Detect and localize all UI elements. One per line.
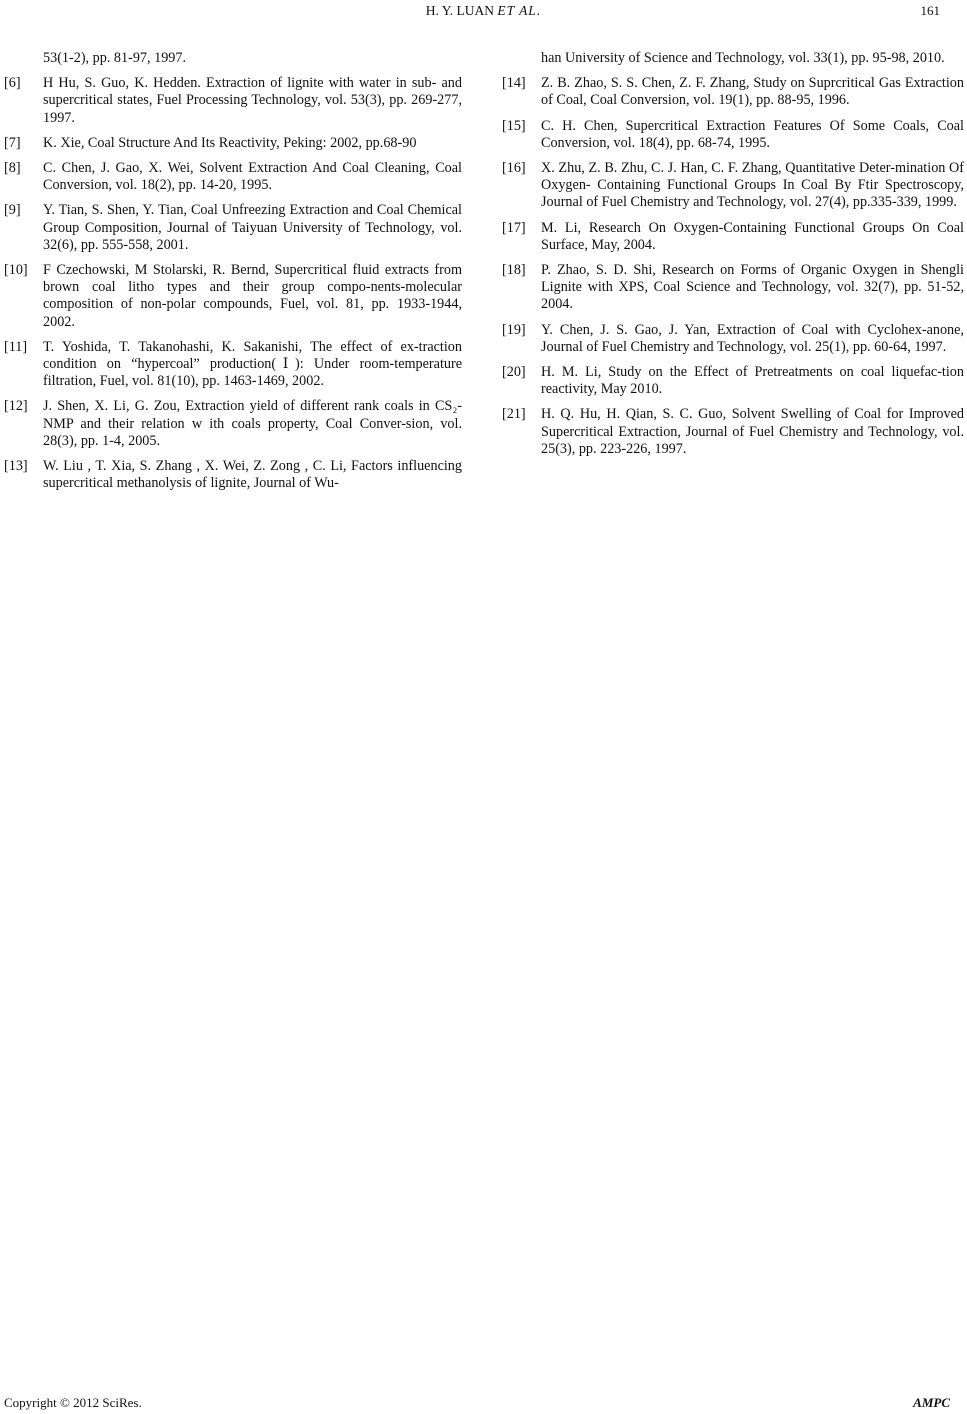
reference-number: [7] bbox=[4, 134, 21, 151]
reference-item bbox=[4, 262, 462, 331]
page-number: 161 bbox=[920, 3, 940, 18]
reference-number: [6] bbox=[4, 75, 21, 92]
reference-number: [16] bbox=[502, 160, 526, 177]
reference-text: F Czechowski, M Stolarski, R. Bernd, Supercritical fluid extracts from brown coal litho types and their group compo-nents-molecular composition of non-polar compounds, Fuel, vol. 81, pp. 1933-1944, 2002. bbox=[43, 262, 462, 330]
reference-item bbox=[4, 75, 462, 127]
reference-number: [15] bbox=[502, 117, 526, 134]
reference-item bbox=[4, 160, 462, 194]
reference-list-left-column bbox=[4, 50, 462, 500]
running-head bbox=[0, 0, 967, 22]
reference-item bbox=[502, 75, 964, 109]
reference-item bbox=[502, 262, 964, 314]
reference-number: [20] bbox=[502, 364, 526, 381]
reference-text: 53(1-2), pp. 81-97, 1997. bbox=[43, 50, 187, 66]
reference-text: W. Liu , T. Xia, S. Zhang , X. Wei, Z. Zong , C. Li, Factors influencing supercritical methanolysis of lignite, Journal of Wu- bbox=[43, 458, 462, 492]
page-footer bbox=[0, 1392, 967, 1414]
reference-text: X. Zhu, Z. B. Zhu, C. J. Han, C. F. Zhang, Quantitative Deter-mination Of Oxygen- Containing Functional Groups In Coal By Ftir Spectroscopy, Journal of Fuel Chemistry and Technology, vol. 27(4), pp.335-339, 1999. bbox=[541, 160, 964, 211]
reference-item bbox=[502, 322, 964, 356]
reference-text: J. Shen, X. Li, G. Zou, Extraction yield of different rank coals in CS₂-NMP and their relation w ith coals property, Coal Conver-sion, vol. 28(3), pp. 1-4, 2005. bbox=[43, 398, 462, 449]
reference-item bbox=[502, 118, 964, 152]
reference-number: [21] bbox=[502, 406, 526, 423]
running-head-et-al: ET AL. bbox=[497, 3, 542, 18]
reference-item bbox=[502, 160, 964, 212]
reference-text: C. H. Chen, Supercritical Extraction Features Of Some Coals, Coal Conversion, vol. 18(4), pp. 68-74, 1995. bbox=[541, 117, 964, 151]
reference-text: H. Q. Hu, H. Qian, S. C. Guo, Solvent Swelling of Coal for Improved Supercritical Extraction, Journal of Fuel Chemistry and Technology, vol. 25(3), pp. 223-226, 1997. bbox=[541, 406, 964, 457]
reference-item bbox=[4, 339, 462, 391]
reference-number: [13] bbox=[4, 458, 28, 475]
reference-number: [17] bbox=[502, 219, 526, 236]
reference-item bbox=[4, 202, 462, 254]
reference-item bbox=[4, 135, 462, 152]
reference-item bbox=[4, 398, 462, 450]
reference-text: T. Yoshida, T. Takanohashi, K. Sakanishi, The effect of ex-traction condition on “hypercoal” production(Ⅰ): Under room-temperature filtration, Fuel, vol. 81(10), pp. 1463-1469, 2002. bbox=[43, 338, 462, 390]
reference-number: [14] bbox=[502, 75, 526, 92]
reference-item bbox=[502, 50, 964, 67]
reference-item bbox=[4, 50, 462, 67]
reference-number: [11] bbox=[4, 338, 28, 355]
reference-item bbox=[4, 458, 462, 492]
reference-text: Y. Chen, J. S. Gao, J. Yan, Extraction of Coal with Cyclohex-anone, Journal of Fuel Chemistry and Technology, vol. 25(1), pp. 60-64, 1997. bbox=[541, 321, 964, 355]
journal-abbreviation: AMPC bbox=[913, 1395, 950, 1410]
reference-number: [10] bbox=[4, 262, 28, 279]
copyright-notice: Copyright © 2012 SciRes. bbox=[4, 1395, 142, 1410]
reference-number: [12] bbox=[4, 398, 28, 415]
reference-number: [18] bbox=[502, 262, 526, 279]
reference-text: P. Zhao, S. D. Shi, Research on Forms of Organic Oxygen in Shengli Lignite with XPS, Coal Science and Technology, vol. 32(7), pp. 51-52, 2004. bbox=[541, 262, 964, 313]
reference-list-right-column bbox=[502, 50, 964, 466]
reference-text: K. Xie, Coal Structure And Its Reactivity, Peking: 2002, pp.68-90 bbox=[43, 134, 417, 151]
reference-text: H Hu, S. Guo, K. Hedden. Extraction of lignite with water in sub- and supercritical states, Fuel Processing Technology, vol. 53(3), pp. 269-277, 1997. bbox=[43, 75, 462, 126]
reference-text: han University of Science and Technology, vol. 33(1), pp. 95-98, 2010. bbox=[541, 50, 945, 66]
reference-item bbox=[502, 406, 964, 458]
reference-item bbox=[502, 364, 964, 398]
reference-item bbox=[502, 220, 964, 254]
reference-text: M. Li, Research On Oxygen-Containing Functional Groups On Coal Surface, May, 2004. bbox=[541, 219, 964, 253]
reference-text: Y. Tian, S. Shen, Y. Tian, Coal Unfreezing Extraction and Coal Chemical Group Composition, Journal of Taiyuan University of Technology, vol. 32(6), pp. 555-558, 2001. bbox=[43, 202, 462, 253]
running-head-author: H. Y. LUAN bbox=[425, 3, 495, 18]
reference-text: H. M. Li, Study on the Effect of Pretreatments on coal liquefac-tion reactivity, May 2010. bbox=[541, 364, 964, 398]
reference-text: C. Chen, J. Gao, X. Wei, Solvent Extraction And Coal Cleaning, Coal Conversion, vol. 18(2), pp. 14-20, 1995. bbox=[43, 160, 462, 194]
reference-number: [9] bbox=[4, 202, 21, 219]
reference-number: [8] bbox=[4, 160, 21, 177]
reference-text: Z. B. Zhao, S. S. Chen, Z. F. Zhang, Study on Suprcritical Gas Extraction of Coal, Coal Conversion, vol. 19(1), pp. 88-95, 1996. bbox=[541, 75, 964, 109]
reference-number: [19] bbox=[502, 321, 526, 338]
